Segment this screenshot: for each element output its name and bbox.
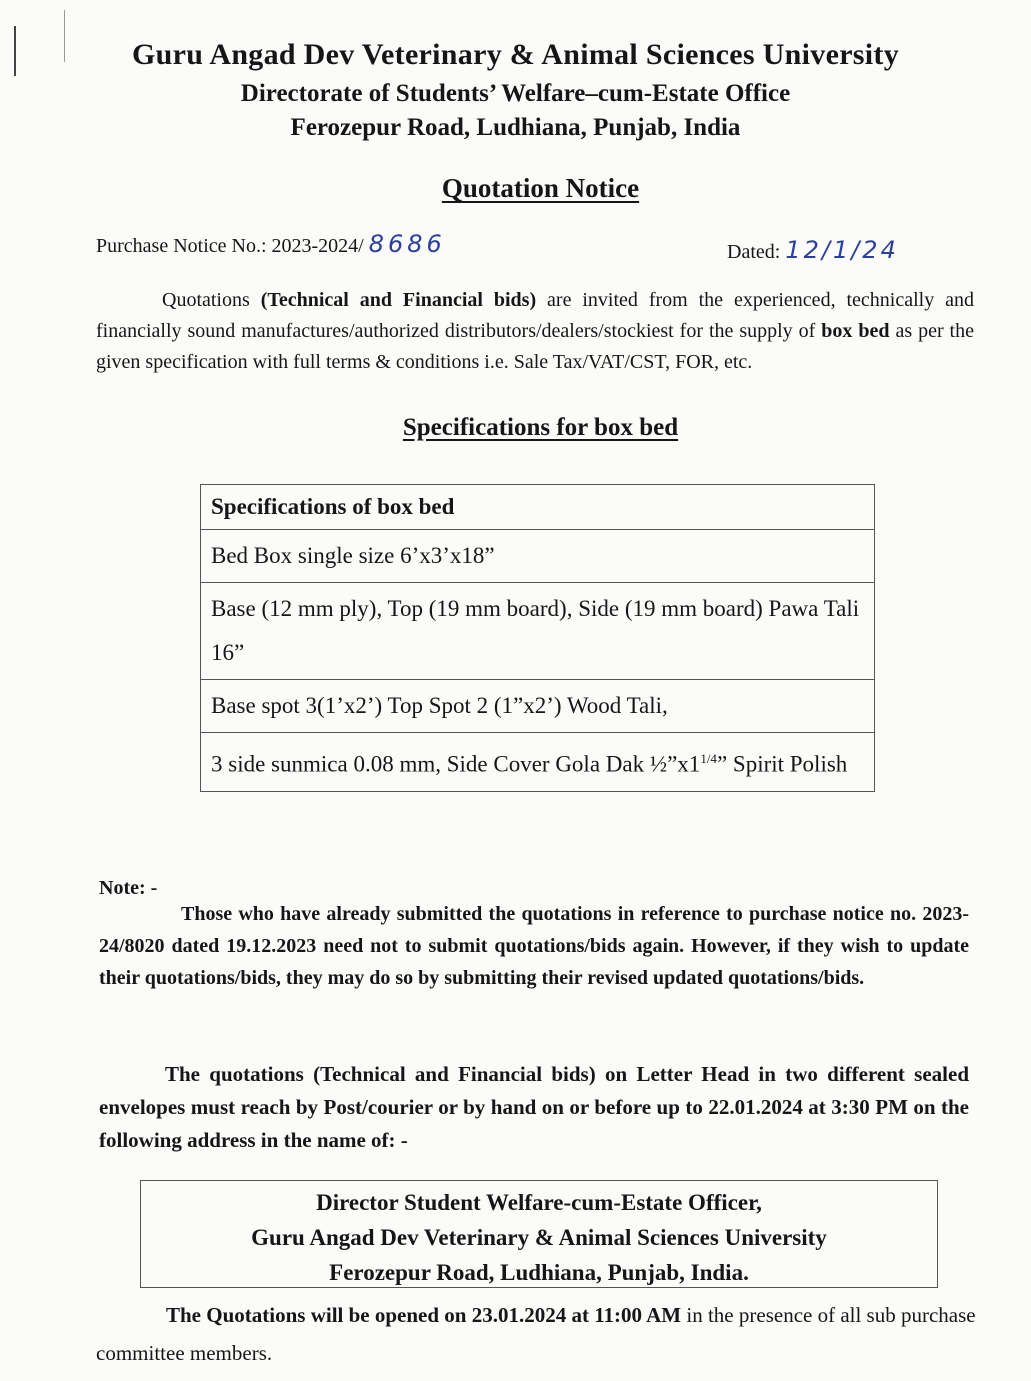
spec-cell: Base (12 mm ply), Top (19 mm board), Side (19 mm board) Pawa Tali 16”: [201, 583, 875, 680]
spec-superscript: 1/4: [700, 751, 717, 766]
intro-text-3: as per the given specification with full terms & conditions i.e. Sale Tax/VAT/CST, FOR, etc.: [96, 320, 974, 373]
office-name: Directorate of Students’ Welfare–cum-Estate Office: [240, 80, 791, 107]
spec-table-header: Specifications of box bed: [201, 485, 875, 530]
opening-paragraph: [96, 1296, 976, 1372]
spec-text: 3 side sunmica 0.08 mm, Side Cover Gola Dak ½”x1: [211, 751, 701, 777]
spec-cell: [201, 733, 875, 792]
submission-content: The quotations (Technical and Financial bids) on Letter Head in two different sealed envelopes must reach by Post/courier or by hand on or before up to 22.01.2024 at 3:30 PM on the following address in the name of: -: [99, 1062, 969, 1152]
purchase-notice-number: [96, 230, 446, 258]
opening-rest: in the presence of all sub purchase committee members.: [96, 1303, 976, 1365]
spec-table: [200, 484, 875, 792]
table-row: [201, 733, 875, 792]
spec-text-end: ” Spirit Polish: [716, 751, 848, 777]
spec-cell: Bed Box single size 6’x3’x18”: [201, 530, 875, 583]
opening-bold: The Quotations will be opened on 23.01.2024 at 11:00 AM: [166, 1303, 682, 1327]
notice-date: [727, 236, 899, 264]
intro-text-2: are invited from the experienced, technically and financially sound manufactures/authorized distributors/dealers/stockiest for the supply of: [96, 289, 975, 342]
spec-cell: Base spot 3(1’x2’) Top Spot 2 (1”x2’) Wood Tali,: [201, 680, 875, 733]
address-line-1: Director Student Welfare-cum-Estate Officer,: [316, 1190, 762, 1215]
spec-heading: Specifications for box bed: [402, 414, 679, 441]
address-line-3: Ferozepur Road, Ludhiana, Punjab, India.: [329, 1260, 749, 1285]
table-row: [201, 485, 875, 530]
address-line-2: Guru Angad Dev Veterinary & Animal Sciences University: [251, 1225, 827, 1250]
note-content: Those who have already submitted the quotations in reference to purchase notice no. 2023-24/8020 dated 19.12.2023 need not to submit quotations/bids again. However, if they wish to update their quotations/bids, they may do so by submitting their revised updated quotations/bids.: [99, 903, 969, 989]
table-row: [201, 583, 875, 680]
intro-bids: (Technical and Financial bids): [260, 289, 537, 311]
note-text: [99, 898, 969, 994]
intro-item: box bed: [821, 320, 890, 342]
office-address: Ferozepur Road, Ludhiana, Punjab, India: [290, 114, 741, 141]
university-name: Guru Angad Dev Veterinary & Animal Sciences University: [131, 38, 900, 71]
notice-label: Purchase Notice No.: 2023-2024/: [96, 235, 364, 257]
date-handwritten: 12/1/24: [785, 236, 899, 264]
intro-text-1: Quotations: [162, 289, 261, 311]
address-box: [140, 1180, 938, 1288]
table-row: [201, 680, 875, 733]
page-title: Quotation Notice: [441, 173, 640, 203]
table-row: [201, 530, 875, 583]
notice-number-handwritten: 8686: [368, 230, 446, 258]
intro-paragraph: [96, 285, 974, 378]
dated-label: Dated:: [727, 241, 781, 263]
note-label: Note: -: [99, 877, 158, 899]
submission-paragraph: [99, 1058, 969, 1157]
